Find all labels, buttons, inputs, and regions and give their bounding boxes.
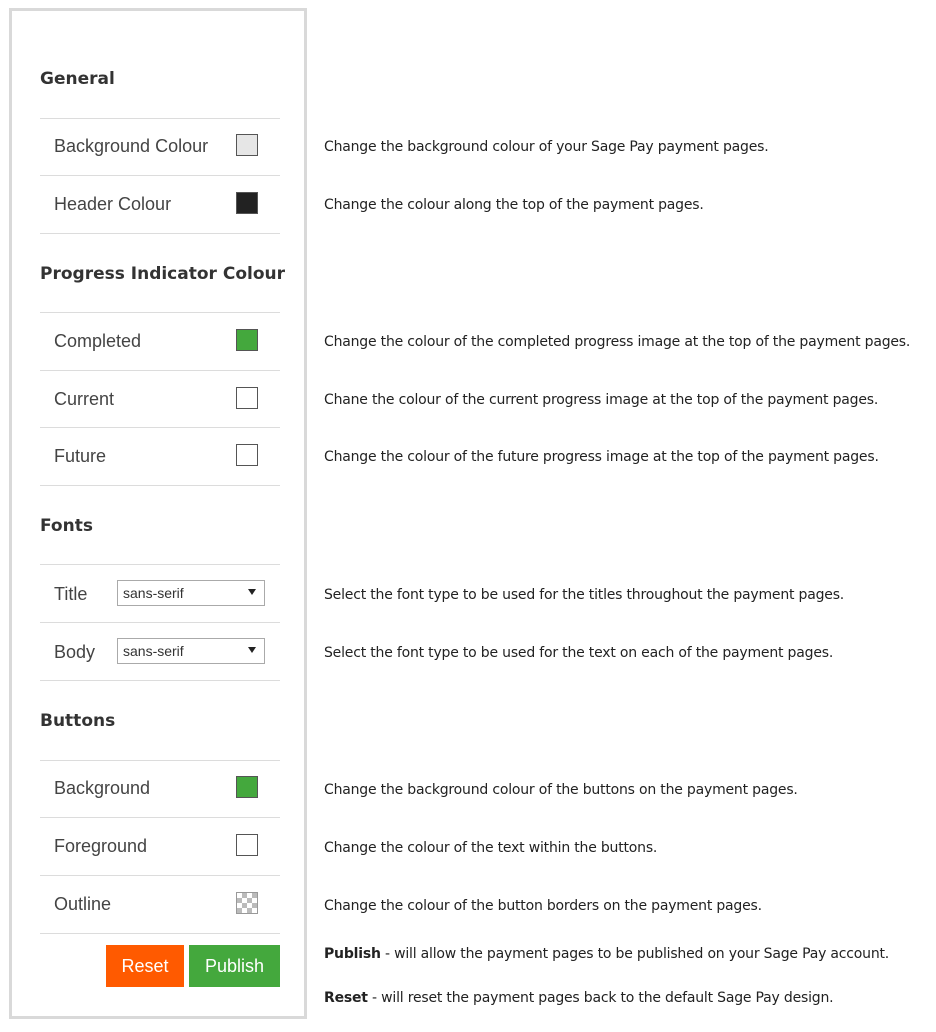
completed-label: Completed (54, 331, 142, 351)
reset-description-text: - will reset the payment pages back to the default Sage Pay design. (367, 990, 834, 1006)
section-heading-fonts: Fonts (40, 516, 93, 536)
completed-colour-swatch[interactable] (236, 329, 258, 351)
body-font-description: Select the font type to be used for the text on each of the payment pages. (324, 645, 834, 661)
publish-description (324, 946, 889, 962)
divider (40, 427, 280, 428)
divider (40, 564, 280, 565)
reset-description (324, 990, 833, 1006)
section-heading-buttons: Buttons (40, 711, 116, 731)
publish-description-text: - will allow the payment pages to be published on your Sage Pay account. (380, 946, 890, 962)
header-colour-swatch[interactable] (236, 192, 258, 214)
title-font-description: Select the font type to be used for the titles throughout the payment pages. (324, 587, 845, 603)
divider (40, 933, 280, 934)
completed-description: Change the colour of the completed progress image at the top of the payment pages. (324, 334, 911, 350)
current-label: Current (54, 389, 115, 409)
divider (40, 622, 280, 623)
title-font-value: sans-serif (123, 585, 184, 601)
dropdown-arrow-icon (248, 647, 256, 653)
background-colour-swatch[interactable] (236, 134, 258, 156)
divider (40, 760, 280, 761)
divider (40, 175, 280, 176)
body-font-select[interactable] (117, 638, 265, 664)
divider (40, 875, 280, 876)
background-colour-label: Background Colour (54, 136, 209, 156)
section-heading-general: General (40, 69, 115, 89)
divider (40, 233, 280, 234)
background-colour-description: Change the background colour of your Sage Pay payment pages. (324, 139, 769, 155)
current-description: Chane the colour of the current progress image at the top of the payment pages. (324, 392, 879, 408)
current-colour-swatch[interactable] (236, 387, 258, 409)
settings-panel (9, 8, 307, 1019)
button-background-label: Background (54, 778, 151, 798)
section-heading-progress: Progress Indicator Colour (40, 264, 285, 284)
header-colour-description: Change the colour along the top of the payment pages. (324, 197, 704, 213)
button-outline-description: Change the colour of the button borders on the payment pages. (324, 898, 762, 914)
title-font-select[interactable] (117, 580, 265, 606)
future-label: Future (54, 446, 107, 466)
reset-description-bold: Reset (324, 990, 368, 1006)
dropdown-arrow-icon (248, 589, 256, 595)
body-font-value: sans-serif (123, 643, 184, 659)
button-outline-label: Outline (54, 894, 112, 914)
future-description: Change the colour of the future progress image at the top of the payment pages. (324, 449, 879, 465)
button-foreground-swatch[interactable] (236, 834, 258, 856)
divider (40, 817, 280, 818)
header-colour-label: Header Colour (54, 194, 172, 214)
divider (40, 312, 280, 313)
publish-button[interactable]: Publish (189, 945, 280, 987)
title-font-label: Title (54, 584, 88, 604)
button-background-swatch[interactable] (236, 776, 258, 798)
divider (40, 485, 280, 486)
body-font-label: Body (54, 642, 96, 662)
button-foreground-description: Change the colour of the text within the buttons. (324, 840, 658, 856)
divider (40, 680, 280, 681)
reset-button[interactable]: Reset (106, 945, 184, 987)
button-background-description: Change the background colour of the buttons on the payment pages. (324, 782, 798, 798)
button-foreground-label: Foreground (54, 836, 148, 856)
divider (40, 370, 280, 371)
publish-description-bold: Publish (324, 946, 381, 962)
divider (40, 118, 280, 119)
future-colour-swatch[interactable] (236, 444, 258, 466)
button-outline-swatch[interactable] (236, 892, 258, 914)
